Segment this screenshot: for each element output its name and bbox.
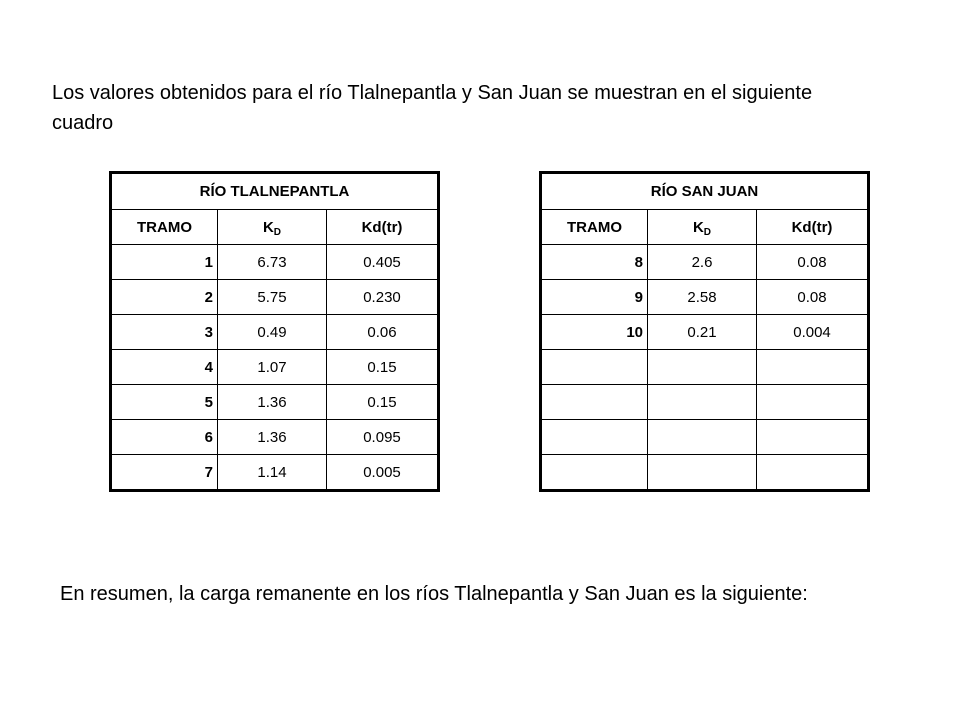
table-row [111,350,439,385]
cell-kd: 0.49 [218,315,327,350]
cell-tramo: 5 [111,385,218,420]
table-row [111,280,439,315]
cell-tramo: 1 [111,245,218,280]
table-row [541,280,869,315]
table-title: RÍO SAN JUAN [541,173,869,210]
cell-kdtr: 0.230 [327,280,439,315]
cell-kd: 1.36 [218,385,327,420]
cell-tramo: 2 [111,280,218,315]
cell-tramo [541,385,648,420]
cell-kdtr [757,350,869,385]
header-kd-subscript: D [703,226,712,238]
table-rio-san-juan [539,171,870,492]
cell-tramo: 3 [111,315,218,350]
header-kdtr: Kd(tr) [757,210,869,245]
table-row [111,315,439,350]
cell-kdtr: 0.095 [327,420,439,455]
cell-kdtr: 0.405 [327,245,439,280]
intro-paragraph: Los valores obtenidos para el río Tlalnepantla y San Juan se muestran en el siguiente cuadro [52,82,813,134]
cell-tramo: 4 [111,350,218,385]
cell-kdtr: 0.004 [757,315,869,350]
header-kd [218,210,327,245]
cell-tramo: 9 [541,280,648,315]
cell-kdtr: 0.15 [327,350,439,385]
cell-kd [648,350,757,385]
table-row [541,245,869,280]
table-row [541,385,869,420]
cell-kdtr: 0.15 [327,385,439,420]
cell-kd: 1.14 [218,455,327,491]
table-row [541,315,869,350]
cell-kd: 6.73 [218,245,327,280]
table-row [541,420,869,455]
cell-kd: 0.21 [648,315,757,350]
cell-kdtr [757,385,869,420]
cell-kdtr: 0.08 [757,280,869,315]
header-kdtr: Kd(tr) [327,210,439,245]
cell-tramo: 8 [541,245,648,280]
cell-tramo: 10 [541,315,648,350]
table-row [541,455,869,491]
table-row [541,350,869,385]
cell-kd: 1.07 [218,350,327,385]
cell-tramo [541,350,648,385]
cell-kdtr: 0.08 [757,245,869,280]
cell-tramo [541,455,648,491]
header-tramo: TRAMO [111,210,218,245]
cell-kd [648,385,757,420]
cell-kd: 2.58 [648,280,757,315]
table-title-row [541,173,869,210]
cell-kd: 5.75 [218,280,327,315]
table-row [111,385,439,420]
cell-kdtr: 0.005 [327,455,439,491]
cell-kd: 1.36 [218,420,327,455]
cell-kd: 2.6 [648,245,757,280]
summary-paragraph: En resumen, la carga remanente en los ríos Tlalnepantla y San Juan es la siguiente: [60,583,808,605]
header-kd-base: K [692,218,704,236]
table-title: RÍO TLALNEPANTLA [111,173,439,210]
cell-kdtr [757,420,869,455]
cell-tramo [541,420,648,455]
cell-tramo: 7 [111,455,218,491]
header-kd [648,210,757,245]
table-row [111,245,439,280]
cell-tramo: 6 [111,420,218,455]
cell-kd [648,455,757,491]
cell-kdtr: 0.06 [327,315,439,350]
table-row [111,420,439,455]
table-header-row [111,210,439,245]
table-title-row [111,173,439,210]
header-kd-base: K [262,218,274,236]
table-header-row [541,210,869,245]
cell-kdtr [757,455,869,491]
table-row [111,455,439,491]
header-tramo: TRAMO [541,210,648,245]
cell-kd [648,420,757,455]
header-kd-subscript: D [273,226,282,238]
table-rio-tlalnepantla [109,171,440,492]
